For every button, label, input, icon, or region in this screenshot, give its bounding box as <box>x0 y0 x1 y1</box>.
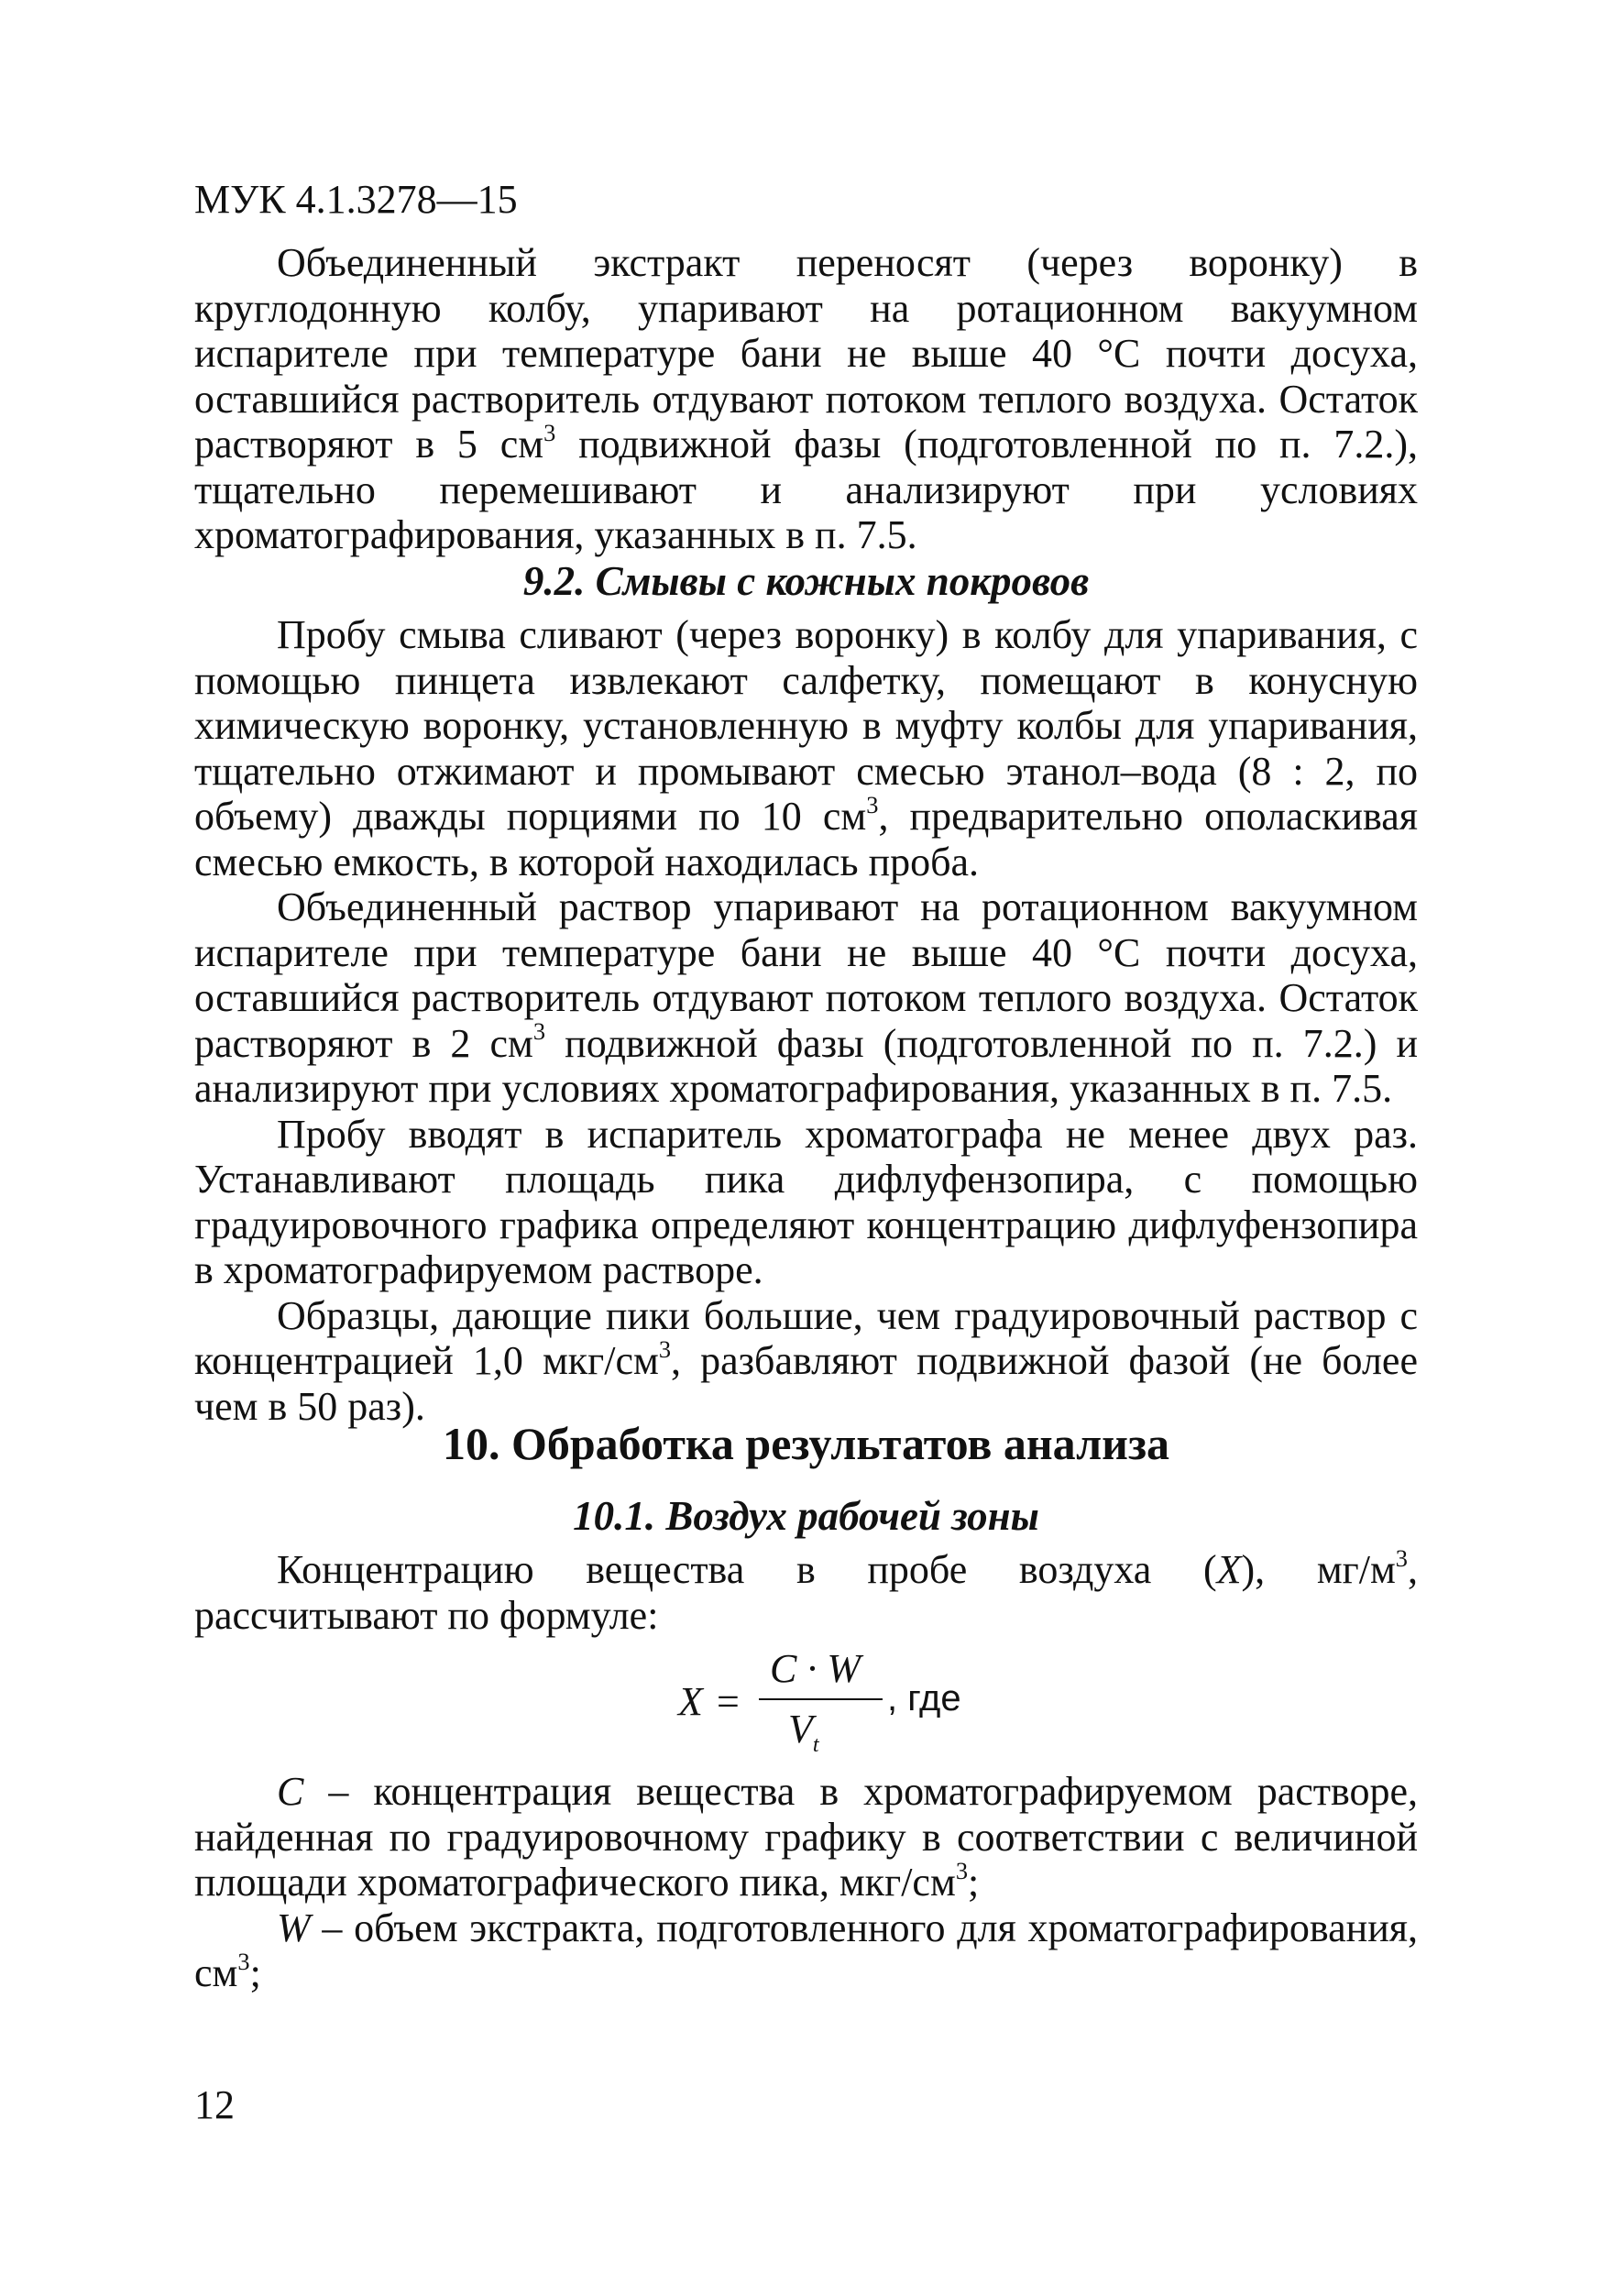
intro-paragraph-block <box>194 240 1418 558</box>
section-10-title: 10. Обработка результатов анализа <box>442 1418 1170 1469</box>
formula-lhs: X <box>678 1679 703 1724</box>
section-9-2-title: 9.2. Смывы с кожных покровов <box>522 558 1090 604</box>
formula-fraction-bar <box>759 1698 883 1700</box>
variable-definitions <box>194 1769 1418 1996</box>
section-9-2-body <box>194 612 1418 1429</box>
formula-denominator: $V_t$ <box>788 1707 819 1757</box>
definition-w: W – объем экстракта, подготовленного для хроматографирования, $см^3$; <box>194 1905 1418 1995</box>
section-10-1-intro <box>194 1543 1418 1638</box>
section-9-2-paragraph-3: Пробу вводят в испаритель хроматографа не менее двух раз. Устанавливают площадь пика дифлуфензопира, с помощью градуировочного графика определяют концентрацию дифлуфензопира в хроматографируемом растворе. <box>194 1111 1418 1292</box>
definition-c: C – концентрация вещества в хроматографируемом растворе, найденная по градуировочному графику в соответствии с величиной площади хроматографического пика, мкг/$см^3$; <box>194 1769 1418 1905</box>
formula-tail: , где <box>887 1678 961 1718</box>
section-9-2-paragraph-2: Объединенный раствор упаривают на ротационном вакуумном испарителе при температуре бани не выше 40 °С почти досуха, оставшийся растворитель отдувают потоком теплого воздуха. Остаток растворяют в 2 $см^3$ подвижной фазы (подготовленной по п. 7.2.) и анализируют при условиях хроматографирования, указанных в п. 7.5. <box>194 884 1419 1111</box>
page-number: 12 <box>194 2082 235 2127</box>
concentration-formula <box>669 1645 1054 1755</box>
section-9-2-paragraph-1: Пробу смыва сливают (через воронку) в колбу для упаривания, с помощью пинцета извлекают салфетку, помещают в конусную химическую воронку, установленную в муфту колбы для упаривания, тщательно отжимают и промывают смесью этанол–вода (8 : 2, по объему) дважды порциями по 10 $см^3$, предварительно ополаскивая смесью емкость, в которой находилась проба. <box>194 612 1418 884</box>
formula-equals: = <box>717 1679 740 1724</box>
formula-intro-paragraph: Концентрацию вещества в пробе воздуха (X), $мг/м^3$, рассчитывают по формуле: <box>194 1543 1418 1638</box>
section-10-1-title: 10.1. Воздух рабочей зоны <box>573 1493 1039 1539</box>
formula-numerator: C · W <box>770 1646 861 1691</box>
intro-paragraph: Объединенный экстракт переносят (через воронку) в круглодонную колбу, упаривают на ротационном вакуумном испарителе при температуре бани не выше 40 °С почти досуха, оставшийся растворитель отдувают потоком теплого воздуха. Остаток растворяют в 5 $см^3$ подвижной фазы (подготовленной по п. 7.2.), тщательно перемешивают и анализируют при условиях хроматографирования, указанных в п. 7.5. <box>194 240 1419 557</box>
section-9-2-paragraph-4: Образцы, дающие пики большие, чем градуировочный раствор с концентрацией 1,0 мкг/$см^3$, разбавляют подвижной фазой (не более чем в 50 раз). <box>194 1292 1418 1429</box>
document-code-header: МУК 4.1.3278—15 <box>194 177 518 222</box>
